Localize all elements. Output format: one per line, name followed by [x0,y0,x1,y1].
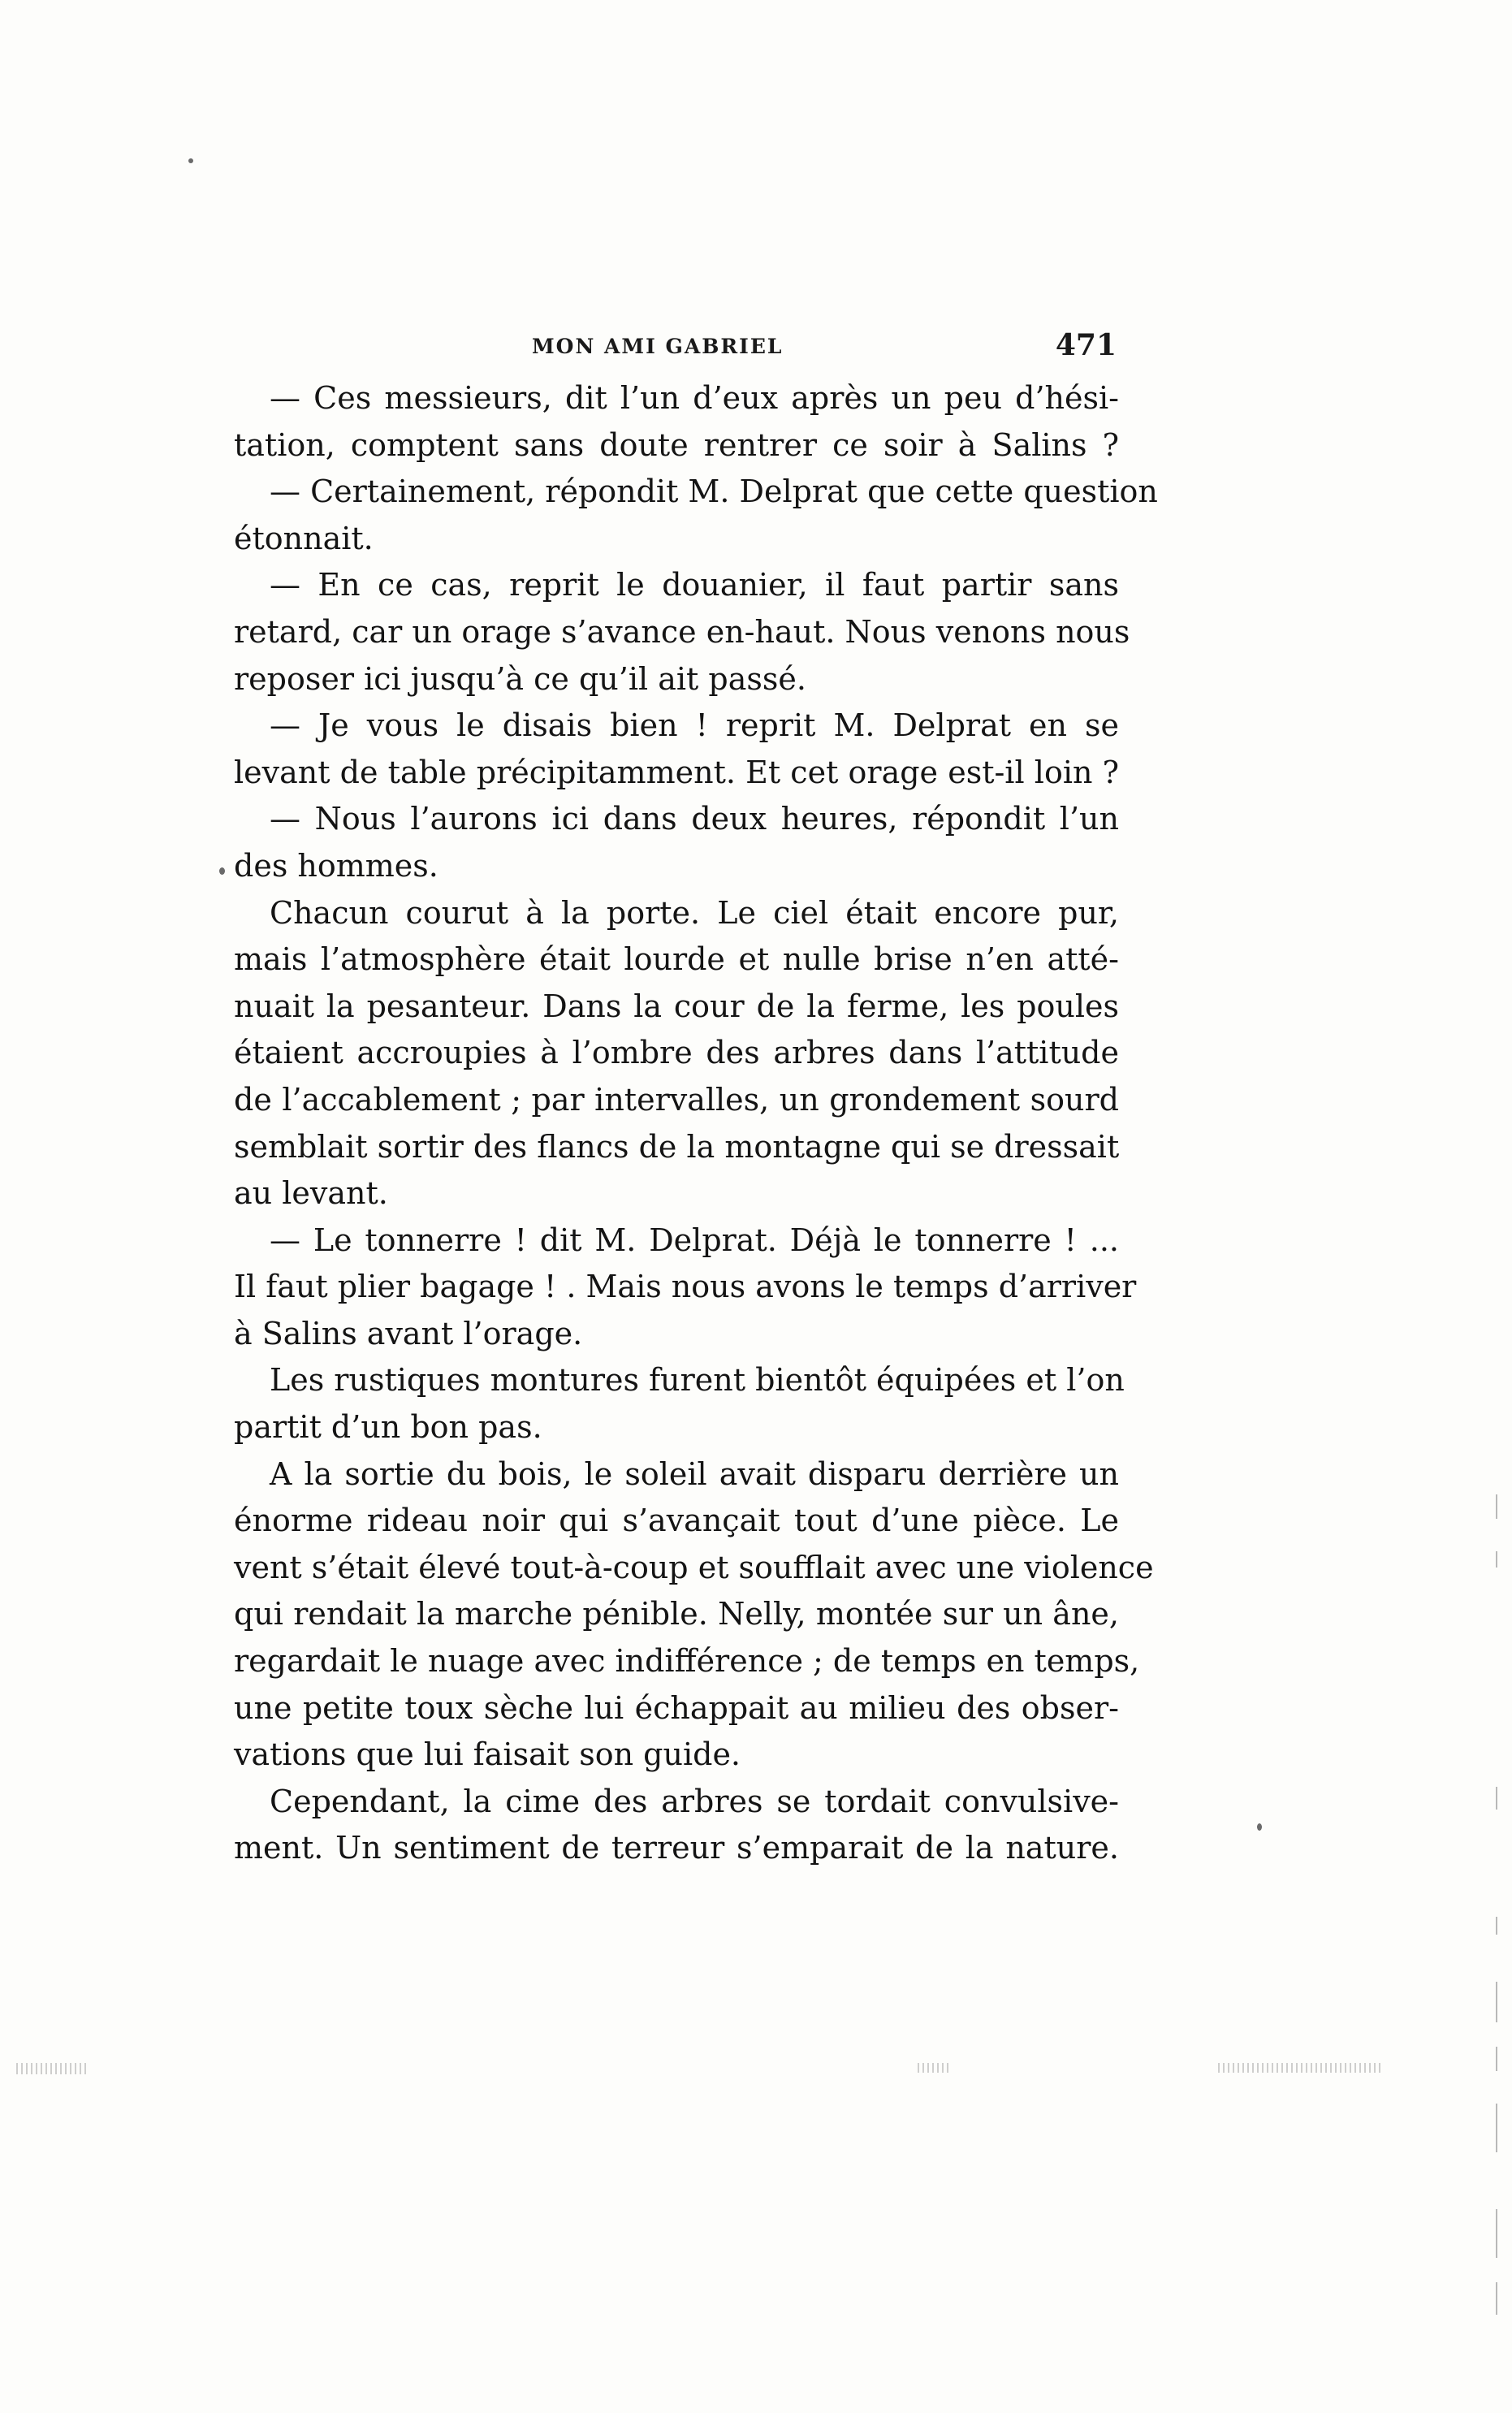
text-line: — Ces messieurs, dit l’un d’eux après un peu d’hési- [270,380,1119,416]
text-line: — Le tonnerre ! dit M. Delprat. Déjà le tonnerre ! ... [270,1222,1119,1258]
text-line: qui rendait la marche pénible. Nelly, montée sur un âne, [234,1596,1119,1632]
text-line: à Salins avant l’orage. [234,1315,583,1351]
text-line: une petite toux sèche lui échappait au milieu des obser- [234,1689,1119,1726]
text-line: levant de table précipitamment. Et cet orage est-il loin ? [234,754,1119,790]
margin-rule [1496,2047,1497,2071]
text-line: partit d’un bon pas. [234,1409,542,1446]
margin-rule [1496,1917,1497,1935]
text-line: tation, comptent sans doute rentrer ce soir à Salins ? [234,426,1119,463]
text-line: Il faut plier bagage ! . Mais nous avons le temps d’arriver [234,1269,1137,1305]
text-line: — Nous l’aurons ici dans deux heures, répondit l’un [270,801,1119,837]
text-line: A la sortie du bois, le soleil avait disparu derrière un [270,1455,1119,1492]
text-line: retard, car un orage s’avance en-haut. Nous venons nous [234,613,1130,650]
scan-smudge [16,2063,89,2074]
scan-smudge [918,2063,950,2073]
margin-rule [1496,2209,1497,2258]
body-text [234,375,1158,1872]
text-line: — En ce cas, reprit le douanier, il faut partir sans [270,567,1119,603]
text-line: semblait sortir des flancs de la montagne qui se dressait [234,1128,1120,1165]
text-line: mais l’atmosphère était lourde et nulle brise n’en atté- [234,941,1119,978]
page-number: 471 [1055,328,1117,362]
text-line: de l’accablement ; par intervalles, un grondement sourd [234,1081,1119,1118]
margin-rule [1496,2282,1497,2315]
text-line: — Certainement, répondit M. Delprat que cette question [270,474,1158,510]
margin-rule [1496,1494,1497,1519]
text-line: Les rustiques montures furent bientôt équipées et l’on [270,1362,1125,1399]
text-line: au levant. [234,1175,388,1212]
text-line: Chacun courut à la porte. Le ciel était encore pur, [270,894,1119,931]
text-line: reposer ici jusqu’à ce qu’il ait passé. [234,660,806,697]
text-line: étonnait. [234,520,374,556]
scan-smudge [1218,2063,1380,2073]
page-header [532,328,1117,369]
text-line: énorme rideau noir qui s’avançait tout d’une pièce. Le [234,1503,1119,1539]
margin-rule [1496,1787,1497,1810]
text-line: vations que lui faisait son guide. [234,1736,741,1773]
text-line: étaient accroupies à l’ombre des arbres dans l’attitude [234,1035,1119,1071]
margin-rule [1496,1551,1497,1568]
scan-speck [219,867,225,875]
text-line: — Je vous le disais bien ! reprit M. Delprat en se [270,707,1119,744]
text-line: ment. Un sentiment de terreur s’emparait de la nature. [234,1830,1119,1866]
text-line: regardait le nuage avec indifférence ; de temps en temps, [234,1643,1140,1680]
margin-rule [1496,1982,1497,2022]
text-line: des hommes. [234,847,438,884]
scan-speck [1257,1823,1262,1831]
text-line: vent s’était élevé tout-à-coup et soufflait avec une violence [234,1549,1154,1585]
scan-speck [188,158,193,163]
text-line: Cependant, la cime des arbres se tordait convulsive- [270,1783,1119,1819]
running-title: MON AMI GABRIEL [532,335,784,358]
text-line: nuait la pesanteur. Dans la cour de la ferme, les poules [234,988,1119,1024]
margin-rule [1496,2104,1497,2152]
